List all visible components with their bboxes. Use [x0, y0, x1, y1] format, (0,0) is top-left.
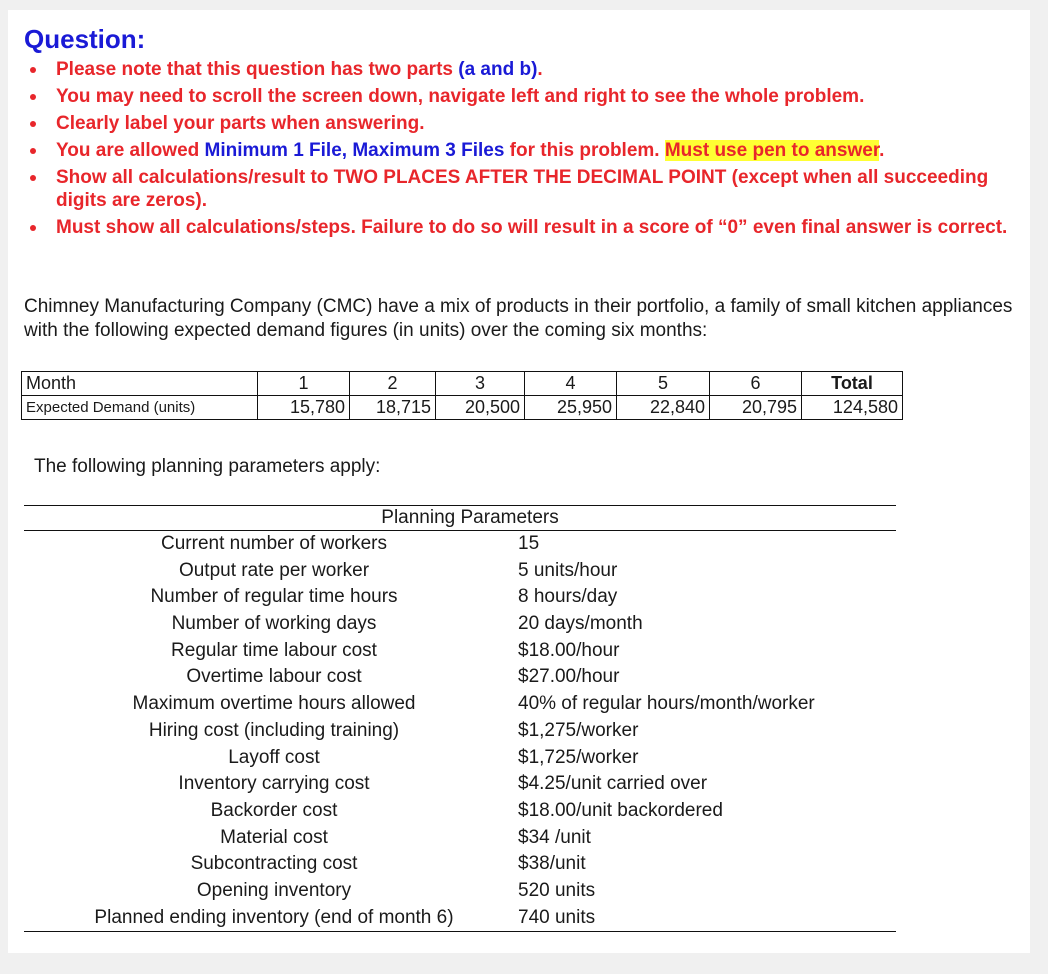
parameter-row — [24, 878, 896, 905]
parameter-name: Layoff cost — [228, 746, 320, 768]
parameter-row — [24, 771, 896, 798]
parameter-value: $27.00/hour — [518, 666, 620, 688]
parameter-rows — [24, 531, 896, 931]
month-col-2: 2 — [350, 372, 436, 396]
question-title: Question: — [24, 24, 146, 54]
parameter-row — [24, 905, 896, 932]
parameter-row — [24, 691, 896, 718]
instruction-text: Must show all calculations/steps. Failure to do so will result in a score of “0” even final answer is correct. — [56, 217, 1008, 238]
instruction-item — [24, 58, 1024, 81]
parameter-row — [24, 851, 896, 878]
parameter-row — [24, 825, 896, 852]
parameter-value: 8 hours/day — [518, 586, 618, 608]
instruction-text: Clearly label your parts when answering. — [56, 113, 425, 134]
parameter-name: Inventory carrying cost — [178, 773, 370, 795]
month-col-1: 1 — [258, 372, 350, 396]
instruction-text: . — [879, 140, 885, 161]
planning-parameters-title: Planning Parameters — [381, 507, 559, 528]
question-card — [8, 10, 1030, 953]
parameter-name: Output rate per worker — [178, 559, 370, 581]
parameter-name: Number of working days — [171, 613, 377, 635]
parameter-row — [24, 638, 896, 665]
parameter-name: Planned ending inventory (end of month 6) — [94, 906, 454, 928]
instruction-item — [24, 85, 1024, 108]
params-intro: The following planning parameters apply: — [34, 456, 381, 477]
demand-table — [21, 371, 903, 420]
total-col: Total — [802, 372, 903, 396]
month-header: Month — [22, 372, 258, 396]
parameter-value: 15 — [518, 533, 540, 554]
parameter-value: $38/unit — [518, 853, 586, 875]
demand-value-6: 20,795 — [710, 396, 802, 420]
parameter-name: Maximum overtime hours allowed — [132, 693, 416, 715]
problem-intro: Chimney Manufacturing Company (CMC) have a mix of products in their portfolio, a family of small kitchen appliances with the following expected demand figures (in units) over the coming six months: — [24, 296, 1013, 341]
instruction-text: . — [537, 59, 543, 80]
parameter-value: 740 units — [518, 906, 596, 928]
demand-value-4: 25,950 — [525, 396, 617, 420]
parameter-row — [24, 584, 896, 611]
demand-values-row — [22, 396, 903, 420]
parameter-name: Current number of workers — [161, 533, 387, 554]
parameter-value: 520 units — [518, 879, 596, 901]
table-bottom-rule — [24, 931, 896, 932]
parameter-value: $4.25/unit carried over — [518, 773, 708, 795]
parameter-name: Material cost — [220, 826, 328, 848]
instruction-text: Minimum 1 File, Maximum 3 Files — [204, 140, 505, 161]
parameter-name: Hiring cost (including training) — [148, 719, 400, 741]
parameter-value: $18.00/hour — [518, 639, 620, 661]
parameter-row — [24, 798, 896, 825]
demand-value-total: 124,580 — [802, 396, 903, 420]
parameter-name: Regular time labour cost — [171, 639, 377, 661]
instruction-text: Show all calculations/result to TWO PLACES AFTER THE DECIMAL POINT (except when all succeeding digits are zeros). — [56, 167, 989, 211]
expected-demand-label: Expected Demand (units) — [22, 396, 258, 420]
instructions-list — [24, 58, 1024, 243]
parameter-name: Subcontracting cost — [190, 853, 358, 875]
parameter-value: 40% of regular hours/month/worker — [518, 693, 815, 715]
parameter-value: $1,275/worker — [518, 719, 639, 741]
parameter-row — [24, 664, 896, 691]
demand-value-2: 18,715 — [350, 396, 436, 420]
parameter-value: $18.00/unit backordered — [518, 799, 723, 821]
demand-value-5: 22,840 — [617, 396, 710, 420]
month-col-5: 5 — [617, 372, 710, 396]
instruction-text: Must use pen to answer — [664, 140, 880, 161]
parameter-value: $34 /unit — [518, 826, 591, 848]
demand-header-row — [22, 372, 903, 396]
instruction-text: for this problem. — [504, 140, 665, 161]
instruction-item — [24, 112, 1024, 135]
instruction-text: You are allowed — [56, 140, 205, 161]
parameter-value: $1,725/worker — [518, 746, 639, 768]
parameter-name: Overtime labour cost — [186, 666, 362, 688]
parameter-row — [24, 531, 896, 558]
instruction-item — [24, 216, 1024, 239]
parameter-value: 20 days/month — [518, 613, 643, 635]
parameter-row — [24, 718, 896, 745]
instruction-item — [24, 139, 1024, 162]
instruction-item — [24, 166, 1024, 212]
parameter-name: Opening inventory — [196, 879, 352, 901]
month-col-4: 4 — [525, 372, 617, 396]
parameter-name: Number of regular time hours — [150, 586, 398, 608]
month-col-3: 3 — [436, 372, 525, 396]
parameter-row — [24, 611, 896, 638]
instruction-text: (a and b) — [458, 59, 538, 80]
month-col-6: 6 — [710, 372, 802, 396]
parameter-name: Backorder cost — [210, 799, 338, 821]
parameter-row — [24, 745, 896, 772]
planning-parameters-table — [24, 505, 896, 932]
demand-value-3: 20,500 — [436, 396, 525, 420]
instruction-text: You may need to scroll the screen down, navigate left and right to see the whole problem. — [56, 86, 865, 107]
parameter-row — [24, 558, 896, 585]
instruction-text: Please note that this question has two parts — [56, 59, 459, 80]
demand-value-1: 15,780 — [258, 396, 350, 420]
parameter-value: 5 units/hour — [518, 559, 618, 581]
